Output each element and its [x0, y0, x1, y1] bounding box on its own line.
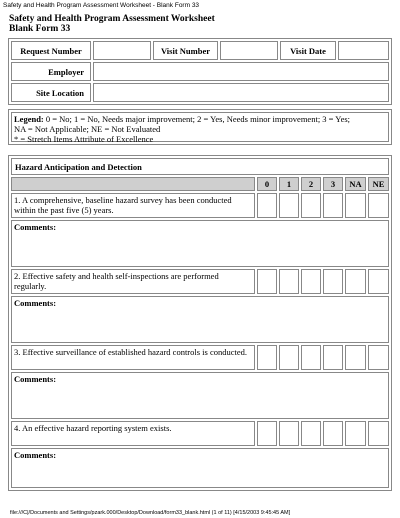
page-title [9, 14, 215, 34]
request-number-label: Request Number [11, 41, 91, 60]
score-cell-1[interactable] [279, 193, 299, 218]
legend-line-1: 0 = No; 1 = No, Needs major improvement; 2 = Yes, Needs minor improvement; 3 = Yes; [43, 114, 351, 124]
visit-date-field[interactable] [338, 41, 389, 60]
title-line-1: Safety and Health Program Assessment Worksheet [9, 14, 215, 24]
score-cell-na[interactable] [345, 345, 366, 370]
comments-field[interactable] [11, 220, 389, 267]
browser-print-header: Safety and Health Program Assessment Worksheet - Blank Form 33 [3, 2, 200, 9]
score-cell-1[interactable] [279, 269, 299, 294]
title-line-2: Blank Form 33 [9, 24, 71, 34]
legend-label: Legend: [14, 114, 44, 124]
score-cell-ne[interactable] [368, 269, 389, 294]
employer-label: Employer [11, 62, 91, 81]
hazard-assessment-table [8, 155, 392, 491]
request-number-field[interactable] [93, 41, 151, 60]
visit-date-label: Visit Date [280, 41, 336, 60]
comments-field[interactable] [11, 296, 389, 343]
score-cell-na[interactable] [345, 193, 366, 218]
comments-row [11, 372, 389, 419]
score-cell-0[interactable] [257, 193, 277, 218]
legend-box [8, 109, 392, 145]
score-header-ne: NE [368, 177, 389, 191]
score-header-3: 3 [323, 177, 343, 191]
score-header-2: 2 [301, 177, 321, 191]
score-header-1: 1 [279, 177, 299, 191]
score-cell-1[interactable] [279, 345, 299, 370]
table-row [11, 193, 389, 218]
score-cell-ne[interactable] [368, 421, 389, 446]
score-cell-0[interactable] [257, 269, 277, 294]
score-cell-ne[interactable] [368, 193, 389, 218]
comments-label: Comments: [14, 374, 57, 384]
score-column-header-row [11, 177, 389, 191]
legend-line-3: * = Stretch Items Attribute of Excellence [14, 134, 154, 144]
score-cell-2[interactable] [301, 345, 321, 370]
score-header-na: NA [345, 177, 366, 191]
table-row [11, 345, 389, 370]
score-cell-na[interactable] [345, 269, 366, 294]
score-cell-3[interactable] [323, 345, 343, 370]
site-location-label: Site Location [11, 83, 91, 102]
score-cell-0[interactable] [257, 421, 277, 446]
item-question: 2. Effective safety and health self-inspections are performed regularly. [11, 269, 255, 294]
browser-print-footer: file:///C|/Documents and Settings/pzark.000/Desktop/Download/form33_blank.html (1 of 11) [4/15/2003 9:45:45 AM] [10, 510, 291, 516]
score-cell-3[interactable] [323, 269, 343, 294]
item-question: 3. Effective surveillance of established hazard controls is conducted. [11, 345, 255, 370]
item-question: 1. A comprehensive, baseline hazard survey has been conducted within the past five (5) years. [11, 193, 255, 218]
score-cell-3[interactable] [323, 193, 343, 218]
section-title: Hazard Anticipation and Detection [11, 158, 389, 175]
comments-row [11, 448, 389, 488]
comments-label: Comments: [14, 298, 57, 308]
score-cell-na[interactable] [345, 421, 366, 446]
visit-number-field[interactable] [220, 41, 278, 60]
score-cell-ne[interactable] [368, 345, 389, 370]
comments-row [11, 220, 389, 267]
visit-number-label: Visit Number [153, 41, 218, 60]
score-cell-0[interactable] [257, 345, 277, 370]
score-header-0: 0 [257, 177, 277, 191]
score-cell-2[interactable] [301, 421, 321, 446]
item-question: 4. An effective hazard reporting system exists. [11, 421, 255, 446]
comments-field[interactable] [11, 448, 389, 488]
comments-label: Comments: [14, 450, 57, 460]
score-cell-3[interactable] [323, 421, 343, 446]
comments-row [11, 296, 389, 343]
header-blank-cell [11, 177, 255, 191]
score-cell-2[interactable] [301, 193, 321, 218]
comments-field[interactable] [11, 372, 389, 419]
employer-field[interactable] [93, 62, 389, 81]
score-cell-1[interactable] [279, 421, 299, 446]
request-info-table [8, 38, 392, 105]
legend-text [11, 112, 389, 142]
comments-label: Comments: [14, 222, 57, 232]
table-row [11, 421, 389, 446]
site-location-field[interactable] [93, 83, 389, 102]
score-cell-2[interactable] [301, 269, 321, 294]
legend-line-2: NA = Not Applicable; NE = Not Evaluated [14, 124, 161, 134]
table-row [11, 269, 389, 294]
